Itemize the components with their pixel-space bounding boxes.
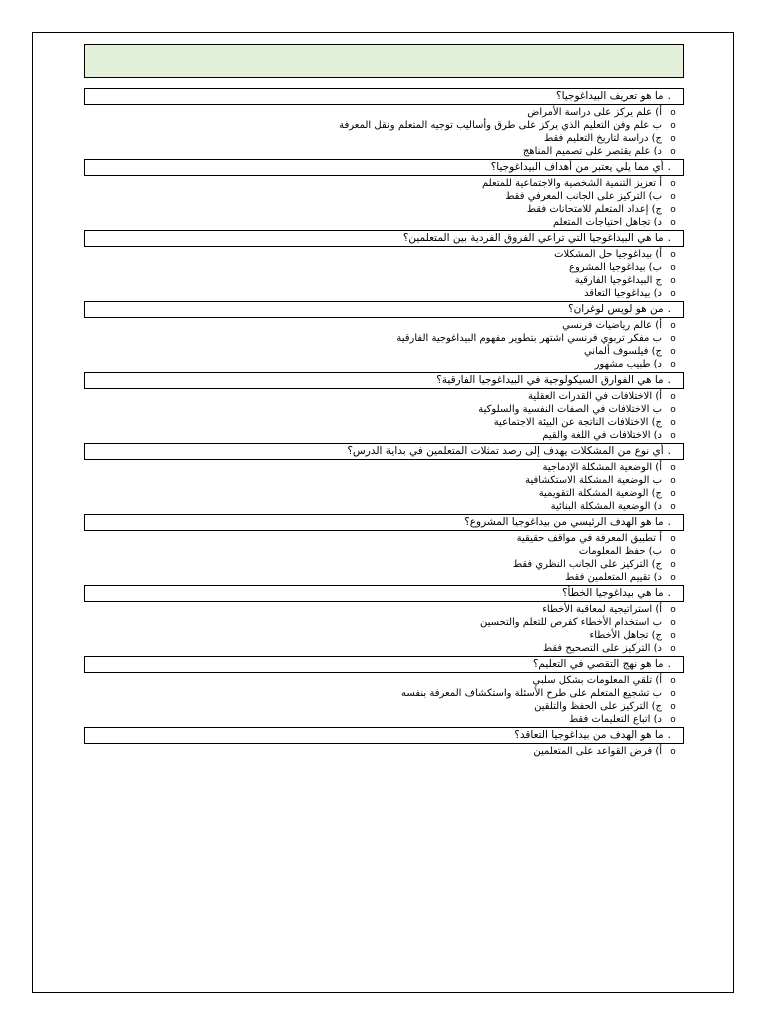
bullet-circle-icon: o	[670, 321, 676, 331]
option-text: ب تشجيع المتعلم على طرح الأسئلة واستكشاف المعرفة بنفسه	[401, 688, 662, 699]
options-list	[84, 176, 684, 230]
option-text: ب الاختلافات في الصفات النفسية والسلوكية	[478, 404, 662, 415]
option-item	[84, 132, 684, 145]
option-item	[84, 616, 684, 629]
bullet-circle-icon: o	[670, 334, 676, 344]
question-number-marker: .	[667, 161, 671, 173]
option-text: ب الوضعية المشكلة الاستكشافية	[525, 475, 662, 486]
bullet-circle-icon: o	[670, 405, 676, 415]
option-item	[84, 145, 684, 158]
option-item	[84, 106, 684, 119]
bullet-circle-icon: o	[670, 134, 676, 144]
options-list	[84, 318, 684, 372]
option-item	[84, 216, 684, 229]
bullet-circle-icon: o	[670, 644, 676, 654]
option-text: أ) استراتيجية لمعاقبة الأخطاء	[542, 604, 662, 615]
option-text: ج) دراسة لتاريخ التعليم فقط	[543, 133, 662, 144]
question-box	[84, 301, 684, 318]
option-text: ج) تجاهل الأخطاء	[589, 630, 662, 641]
bullet-circle-icon: o	[670, 147, 676, 157]
option-text: أ) عالم رياضيات فرنسي	[562, 320, 662, 331]
bullet-circle-icon: o	[670, 476, 676, 486]
question-box	[84, 88, 684, 105]
question-number-marker: .	[667, 658, 671, 670]
question-number-marker: .	[667, 729, 671, 741]
bullet-circle-icon: o	[670, 534, 676, 544]
bullet-circle-icon: o	[670, 747, 676, 757]
options-list	[84, 389, 684, 443]
option-text: د) تجاهل احتياجات المتعلم	[552, 217, 662, 228]
option-text: ج) التركيز على الجانب النظري فقط	[512, 559, 662, 570]
options-list	[84, 460, 684, 514]
option-item	[84, 261, 684, 274]
question-text: ما هي الفوارق السيكولوجية في البيداغوجيا الفارقية؟	[436, 374, 664, 386]
option-item	[84, 403, 684, 416]
option-item	[84, 642, 684, 655]
option-text: أ) بيداغوجيا حل المشكلات	[554, 249, 662, 260]
bullet-circle-icon: o	[670, 463, 676, 473]
option-text: أ) علم يركز على دراسة الأمراض	[527, 107, 662, 118]
option-text: ب) حفظ المعلومات	[578, 546, 662, 557]
option-item	[84, 745, 684, 758]
option-text: ج) إعداد المتعلم للامتحانات فقط	[526, 204, 662, 215]
bullet-circle-icon: o	[670, 431, 676, 441]
option-text: د) الوضعية المشكلة البنائية	[550, 501, 662, 512]
option-item	[84, 287, 684, 300]
option-text: أ) الاختلافات في القدرات العقلية	[528, 391, 662, 402]
bullet-circle-icon: o	[670, 347, 676, 357]
option-text: ج) الوضعية المشكلة التقويمية	[538, 488, 662, 499]
option-text: ج) فيلسوف ألماني	[583, 346, 662, 357]
option-item	[84, 532, 684, 545]
question-number-marker: .	[667, 516, 671, 528]
option-item	[84, 558, 684, 571]
option-text: د) تقييم المتعلمين فقط	[565, 572, 662, 583]
bullet-circle-icon: o	[670, 205, 676, 215]
bullet-circle-icon: o	[670, 547, 676, 557]
option-text: ج) التركيز على الحفظ والتلقين	[534, 701, 662, 712]
option-item	[84, 248, 684, 261]
bullet-circle-icon: o	[670, 392, 676, 402]
bullet-circle-icon: o	[670, 702, 676, 712]
options-list	[84, 673, 684, 727]
question-box	[84, 727, 684, 744]
option-item	[84, 500, 684, 513]
question-number-marker: .	[667, 445, 671, 457]
bullet-circle-icon: o	[670, 689, 676, 699]
option-item	[84, 687, 684, 700]
option-text: د) بيداغوجيا التعاقد	[584, 288, 662, 299]
question-text: أي نوع من المشكلات يهدف إلى رصد تمثلات المتعلمين في بداية الدرس؟	[347, 445, 664, 457]
option-text: ب استخدام الأخطاء كفرص للتعلم والتحسين	[479, 617, 662, 628]
option-text: ب) التركيز على الجانب المعرفي فقط	[505, 191, 662, 202]
question-number-marker: .	[667, 90, 671, 102]
option-text: د) الاختلافات في اللغة والقيم	[542, 430, 662, 441]
option-item	[84, 332, 684, 345]
bullet-circle-icon: o	[670, 121, 676, 131]
question-box	[84, 159, 684, 176]
bullet-circle-icon: o	[670, 502, 676, 512]
option-text: أ) تلقي المعلومات بشكل سلبي	[532, 675, 662, 686]
bullet-circle-icon: o	[670, 360, 676, 370]
option-item	[84, 358, 684, 371]
option-item	[84, 545, 684, 558]
header-bar	[84, 44, 684, 78]
option-item	[84, 274, 684, 287]
option-item	[84, 345, 684, 358]
options-list	[84, 105, 684, 159]
option-item	[84, 474, 684, 487]
question-box	[84, 230, 684, 247]
bullet-circle-icon: o	[670, 108, 676, 118]
option-item	[84, 674, 684, 687]
options-list	[84, 602, 684, 656]
question-text: أي مما يلي يعتبر من أهداف البيداغوجيا؟	[490, 161, 664, 173]
bullet-circle-icon: o	[670, 573, 676, 583]
bullet-circle-icon: o	[670, 618, 676, 628]
bullet-circle-icon: o	[670, 192, 676, 202]
bullet-circle-icon: o	[670, 276, 676, 286]
option-text: د) طبيب مشهور	[594, 359, 662, 370]
bullet-circle-icon: o	[670, 560, 676, 570]
option-text: ب علم وفن التعليم الذي يركز على طرق وأساليب توجيه المتعلم ونقل المعرفة	[339, 120, 662, 131]
option-item	[84, 429, 684, 442]
question-box	[84, 372, 684, 389]
quiz-list	[84, 88, 684, 759]
question-box	[84, 514, 684, 531]
question-text: ما هو الهدف الرئيسي من بيداغوجيا المشروع؟	[464, 516, 664, 528]
option-item	[84, 571, 684, 584]
question-text: ما هي بيداغوجيا الخطأ؟	[561, 587, 664, 599]
option-item	[84, 487, 684, 500]
question-text: ما هو تعريف البيداغوجيا؟	[556, 90, 664, 102]
bullet-circle-icon: o	[670, 715, 676, 725]
bullet-circle-icon: o	[670, 289, 676, 299]
question-number-marker: .	[667, 303, 671, 315]
question-text: ما هو الهدف من بيداغوجيا التعاقد؟	[514, 729, 664, 741]
bullet-circle-icon: o	[670, 676, 676, 686]
option-item	[84, 603, 684, 616]
bullet-circle-icon: o	[670, 418, 676, 428]
option-item	[84, 119, 684, 132]
option-item	[84, 190, 684, 203]
option-text: أ تطبيق المعرفة في مواقف حقيقية	[516, 533, 662, 544]
option-text: د) التركيز على التصحيح فقط	[542, 643, 662, 654]
option-text: أ تعزيز التنمية الشخصية والاجتماعية للمتعلم	[482, 178, 662, 189]
option-text: ج البيداغوجيا الفارقية	[574, 275, 662, 286]
option-text: أ) الوضعية المشكلة الإدماجية	[542, 462, 662, 473]
question-text: ما هي البيداغوجيا التي تراعي الفروق الفردية بين المتعلمين؟	[402, 232, 664, 244]
option-item	[84, 700, 684, 713]
option-item	[84, 319, 684, 332]
options-list	[84, 531, 684, 585]
option-item	[84, 390, 684, 403]
option-text: د) اتباع التعليمات فقط	[568, 714, 662, 725]
question-box	[84, 585, 684, 602]
option-item	[84, 416, 684, 429]
question-text: ما هو نهج التقصي في التعليم؟	[532, 658, 664, 670]
bullet-circle-icon: o	[670, 605, 676, 615]
option-item	[84, 203, 684, 216]
bullet-circle-icon: o	[670, 263, 676, 273]
option-item	[84, 461, 684, 474]
question-box	[84, 443, 684, 460]
options-list	[84, 247, 684, 301]
option-item	[84, 629, 684, 642]
bullet-circle-icon: o	[670, 489, 676, 499]
option-text: د) علم يقتصر على تصميم المناهج	[522, 146, 662, 157]
option-item	[84, 713, 684, 726]
option-item	[84, 177, 684, 190]
question-text: من هو لويس لوغران؟	[568, 303, 664, 315]
option-text: أ) فرض القواعد على المتعلمين	[533, 746, 662, 757]
bullet-circle-icon: o	[670, 631, 676, 641]
question-number-marker: .	[667, 587, 671, 599]
question-box	[84, 656, 684, 673]
options-list	[84, 744, 684, 759]
bullet-circle-icon: o	[670, 179, 676, 189]
option-text: ب مفكر تربوي فرنسي اشتهر بتطوير مفهوم البيداغوجية الفارقية	[396, 333, 662, 344]
option-text: ب) بيداغوجيا المشروع	[569, 262, 662, 273]
question-number-marker: .	[667, 374, 671, 386]
bullet-circle-icon: o	[670, 218, 676, 228]
bullet-circle-icon: o	[670, 250, 676, 260]
option-text: ج) الاختلافات الناتجة عن البيئة الاجتماعية	[493, 417, 662, 428]
question-number-marker: .	[667, 232, 671, 244]
